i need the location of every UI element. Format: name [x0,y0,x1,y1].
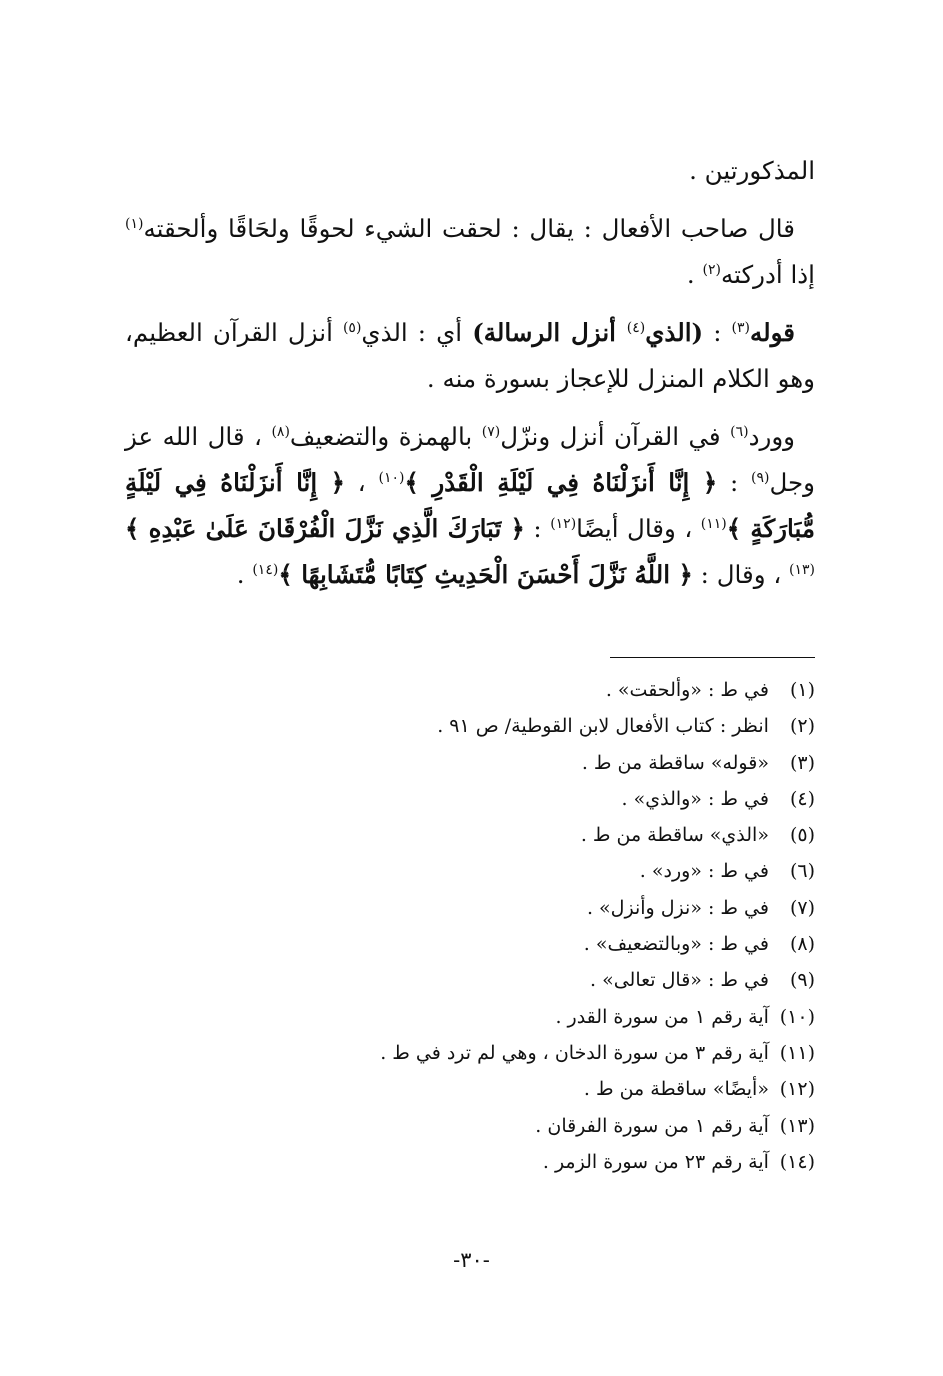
footnote-text: آية رقم ٢٣ من سورة الزمر . [542,1150,769,1173]
footnote-text: في ط : «وبالتضعيف» . [583,933,769,956]
footnote-item [125,745,815,781]
footnote-text: «قوله» ساقطة من ط . [581,751,769,774]
footnote-ref: (٨) [271,424,290,440]
footnote-number: (٦) [789,860,815,883]
page-number: -٣٠- [453,1248,490,1272]
footnote-ref: (١) [125,216,144,232]
footnote-number: (١١) [779,1041,815,1064]
footnote-divider [610,657,815,658]
footnote-ref: (٧) [481,424,501,440]
footnote-item [125,999,815,1035]
footnote-number: (٤) [789,787,815,810]
footnote-text: في ط : «وألحقت» . [605,679,769,701]
paragraph-1 [125,148,815,194]
footnote-number: (٥) [789,824,815,847]
footnote-text: في ط : «نزل وأنزل» . [586,896,769,919]
footnote-item [125,1144,815,1180]
footnote-ref: (١٠) [378,470,405,486]
text-run: ، وقال أيضًا [576,514,701,543]
footnote-number: (٢) [789,715,815,738]
text-run: أنزل القرآن العظيم، وهو الكلام المنزل للإعجاز بسورة منه . [125,318,815,393]
footnote-number: (١٣) [779,1114,815,1137]
text-run: . [686,260,703,289]
text-run: قال صاحب الأفعال : يقال : لحقت الشيء لحوقًا ولحَاقًا وألحقته [143,214,795,243]
footnote-ref: (١٢) [550,516,577,532]
footnote-text: آية رقم ١ من سورة الفرقان . [535,1114,769,1137]
footnote-item [125,817,815,853]
footnote-number: (١٠) [779,1005,815,1028]
text-run: إذا أدركته [720,260,815,289]
footnote-item [125,1108,815,1144]
footnote-ref: (٥) [342,320,362,336]
bold-run: (الذي [645,318,704,347]
footnote-item [125,1035,815,1071]
footnote-item [125,1071,815,1107]
footnote-ref: (٢) [702,262,721,278]
footnotes-list [125,672,815,1180]
quran-verse: ﴿ إِنَّا أَنزَلْنَاهُ فِي لَيْلَةِ الْقَدْرِ ﴾ [404,468,718,497]
footnote-ref: (٤) [626,320,646,336]
footnote-item [125,926,815,962]
quran-verse: ﴿ اللَّهُ نَزَّلَ أَحْسَنَ الْحَدِيثِ كِتَابًا مُّتَشَابِهًا ﴾ [278,560,693,589]
text-run: : [717,468,752,497]
text-run: وورد [748,422,795,451]
footnote-item [125,781,815,817]
footnote-number: (١) [789,679,815,701]
footnote-item [125,890,815,926]
text-run: : [524,514,551,543]
bold-run: قوله [750,318,795,347]
quran-verse: ﴿ تَبَارَكَ الَّذِي نَزَّلَ الْفُرْقَانَ عَلَىٰ عَبْدِهِ ﴾ [125,514,525,543]
footnote-item [125,962,815,998]
footnote-number: (١٢) [779,1078,815,1101]
footnote-ref: (٦) [730,424,749,440]
footnote-ref: (٩) [751,470,770,486]
footnote-ref: (١٣) [789,562,815,578]
text-run: . [236,560,253,589]
paragraph-3 [125,310,815,402]
quran-verse: ﴿ إِنَّا أَنزَلْنَاهُ فِي لَيْلَةٍ مُّبَارَكَةٍ ﴾ [125,468,815,543]
main-text [125,148,815,610]
paragraph-1-text: المذكورتين . [689,156,815,185]
footnote-text: آية رقم ٣ من سورة الدخان ، وهي لم ترد في ط . [380,1041,769,1064]
footnote-number: (٩) [789,969,815,992]
footnote-text: في ط : «والذي» . [621,787,769,810]
footnote-text: في ط : «قال تعالى» . [590,969,769,992]
text-run: ، قال الله عز وجل [125,422,816,497]
footnote-text: انظر : كتاب الأفعال لابن القوطية/ ص ٩١ . [437,715,769,738]
footnote-number: (٨) [789,933,815,956]
footnote-ref: (٣) [731,320,751,336]
paragraph-2 [125,206,815,298]
footnote-number: (٧) [789,896,815,919]
text-run: أي : الذي [361,318,473,347]
footnote-item [125,672,815,708]
footnote-text: آية رقم ١ من سورة القدر . [555,1005,769,1028]
bold-run: أنزل الرسالة) [472,318,627,347]
footnote-text: «الذي» ساقطة من ط . [580,824,769,847]
text-run: : [703,318,732,347]
paragraph-4 [125,414,815,598]
footnote-number: (٣) [789,751,815,774]
text-run: في القرآن أنزل ونزّل [500,422,731,451]
footnote-item [125,708,815,744]
footnote-ref: (١٤) [252,562,279,578]
footnote-text: في ط : «ورد» . [639,860,769,883]
text-run: ، وقال : [692,560,790,589]
footnote-number: (١٤) [779,1150,815,1173]
text-run: ، [345,468,379,497]
text-run: بالهمزة والتضعيف [289,422,482,451]
footnote-text: «أيضًا» ساقطة من ط . [583,1078,769,1101]
footnote-item [125,853,815,889]
footnote-ref: (١١) [700,516,727,532]
